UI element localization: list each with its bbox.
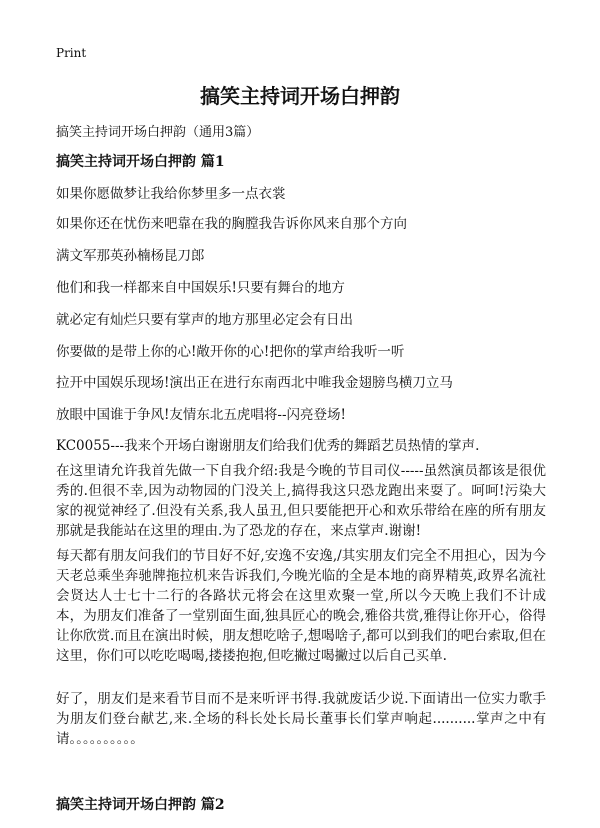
section-heading-1: 搞笑主持词开场白押韵 篇1 xyxy=(56,154,225,170)
text-line: KC0055---我来个开场白谢谢朋友们给我们优秀的舞蹈艺员热情的掌声. xyxy=(56,438,480,454)
text-line: 你要做的是带上你的心!敞开你的心!把你的掌声给我听一听 xyxy=(56,344,405,360)
text-line: 他们和我一样都来自中国娱乐!只要有舞台的地方 xyxy=(56,280,345,296)
text-line: 拉开中国娱乐现场!演出正在进行东南西北中唯我金翅膀鸟横刀立马 xyxy=(56,375,453,391)
text-line: 满文军那英孙楠杨昆刀郎 xyxy=(56,248,205,264)
text-line: 放眼中国谁于争风!友情东北五虎唱将--闪亮登场! xyxy=(56,407,346,423)
text-line: 如果你还在忧伤来吧靠在我的胸膛我告诉你风来自那个方向 xyxy=(56,216,407,232)
text-line: 就必定有灿烂只要有掌声的地方那里必定会有日出 xyxy=(56,312,353,328)
paragraph: 在这里请允许我首先做一下自我介绍:我是今晚的节目司仪-----虽然演员都该是很优秀的.但很不幸,因为动物园的门没关上,搞得我这只恐龙跑出来耍了。呵呵!污染大家的视觉神经了.但没有关系,我人虽丑,但只要能把开心和欢乐带给在座的所有朋友那就是我能站在这里的理由.为了恐龙的存在，来点掌声.谢谢! xyxy=(56,463,546,539)
section-heading-2: 搞笑主持词开场白押韵 篇2 xyxy=(56,797,225,813)
paragraph: 每天都有朋友问我们的节目好不好,安逸不安逸,/其实朋友们完全不用担心，因为今天老总乘坐奔驰牌拖拉机来告诉我们,今晚光临的全是本地的商界精英,政界名流社会贤达人士七十二行的各路状元将会在这里欢聚一堂,所以今天晚上我们不计成本，为朋友们准备了一堂别面生面,独具匠心的晚会,雅俗共赏,雅得让你开心，俗得让你欣赏.而且在演出时候，朋友想吃啥子,想喝啥子,都可以到我们的吧台索取,但在这里，你们可以吃吃喝喝,搂搂抱抱,但吃撇过喝撇过以后自己买单. xyxy=(56,548,546,664)
paragraph: 好了，朋友们是来看节目而不是来听评书得.我就废话少说.下面请出一位实力歌手为朋友们登台献艺,来.全场的科长处长局长董事长们掌声响起..........掌声之中有请。。。。。。。。。。 xyxy=(56,691,546,747)
print-link[interactable]: Print xyxy=(56,46,87,60)
text-line: 如果你愿做梦让我给你梦里多一点衣裳 xyxy=(56,186,286,202)
document-subtitle: 搞笑主持词开场白押韵（通用3篇） xyxy=(56,125,260,140)
page-title: 搞笑主持词开场白押韵 xyxy=(200,84,400,108)
